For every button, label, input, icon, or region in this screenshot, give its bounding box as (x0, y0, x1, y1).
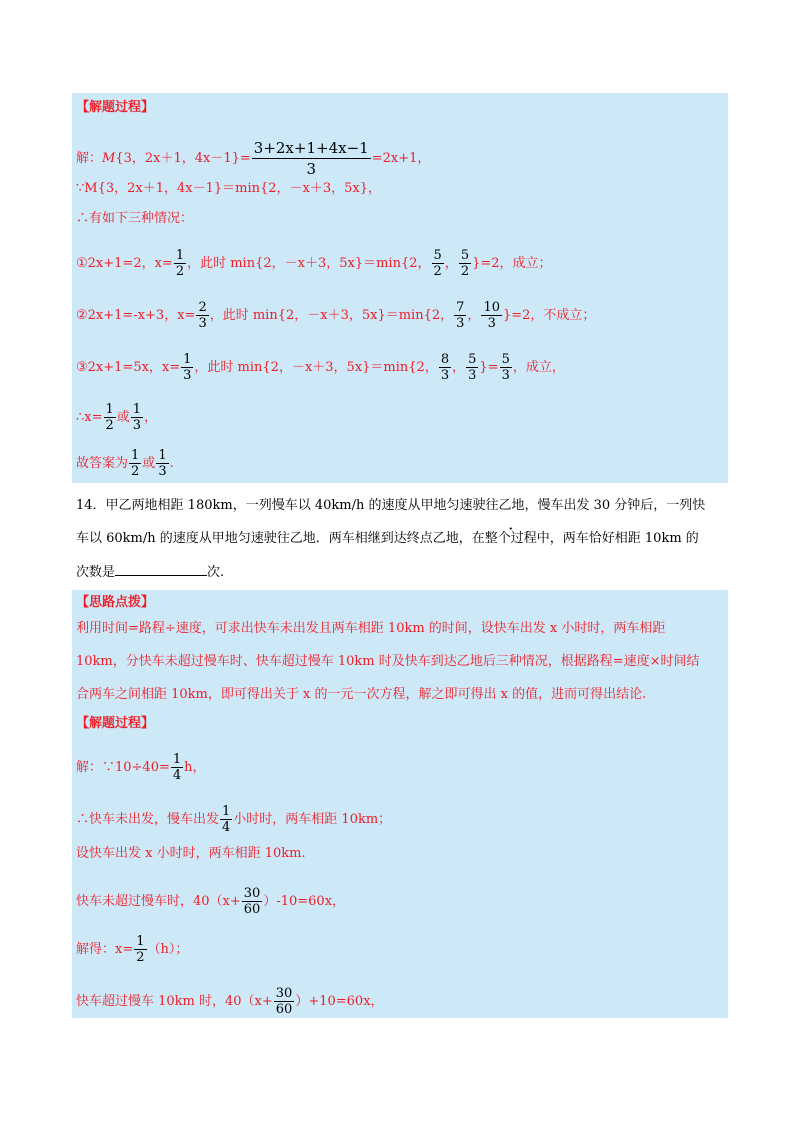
solution2-line-3: 设快车出发 x 小时时，两车相距 10km. (76, 846, 306, 861)
hint-line-3: 合两车之间相距 10km，即可得出关于 x 的一元一次方程，解之即可得出 x 的值，进而可得出结论. (76, 687, 647, 702)
solution2-line-4: 快车未超过慢车时，40（x+ $\frac{30}{60}$ ）-10=60x， (76, 886, 346, 917)
hint-line-1: 利用时间=路程÷速度，可求出快车未出发且两车相距 10km 的时间，设快车出发 x 小时时，两车相距 (76, 621, 666, 636)
solution-line-1: 解：M{3，2x＋1，4x－1}= $\frac{3+2x+1+4x-1}{3}$ =2x+1， (76, 139, 431, 178)
question-line-3: 次数是 次. (76, 565, 225, 580)
solution2-line-5: 解得：x= $\frac{1}{2}$ （h）； (76, 934, 189, 965)
solution2-line-2: ∴快车未出发，慢车出发 $\frac{1}{4}$ 小时时，两车相距 10km； (76, 804, 392, 835)
case-3: ③2x+1=5x，x= $\frac{1}{3}$ ，此时 min{2，－x＋3，5x}＝min{2， $\frac{8}{3}$ ， $\frac{5}{3}$ }= $\frac{5}{3}$ ，成立， (76, 352, 565, 383)
solution-header-1: 【解题过程】 (76, 100, 155, 115)
question-line-2: 车以 60km/h 的速度从甲地匀速驶往乙地．两车相继到达终点乙地，在整个过程中，两车恰好相距 10km 的 (76, 531, 699, 546)
solution2-line-6: 快车超过慢车 10km 时，40（x+ $\frac{30}{60}$ ）+10=60x， (76, 986, 384, 1017)
hint-header: 【思路点拨】 (76, 595, 155, 610)
solution-line-2: ∵M{3，2x＋1，4x－1}＝min{2，－x＋3，5x}， (76, 181, 382, 196)
answer-line: 故答案为 $\frac{1}{2}$ 或 $\frac{1}{3}$ . (76, 448, 174, 479)
answer-blank (115, 563, 207, 576)
question-line-1: 14．甲乙两地相距 180km，一列慢车以 40km/h 的速度从甲地匀速驶往乙地，慢车出发 30 分钟后，一列快 (76, 498, 706, 513)
emphasis-dots: 整个过程 (484, 531, 537, 546)
hint-line-2: 10km，分快车未超过慢车时、快车超过慢车 10km 时及快车到达乙地后三种情况，根据路程=速度×时间结 (76, 654, 700, 669)
solution-line-3: ∴有如下三种情况： (76, 211, 194, 226)
solution-header-2: 【解题过程】 (76, 716, 155, 731)
result-line: ∴x= $\frac{1}{2}$ 或 $\frac{1}{3}$ ， (76, 402, 158, 433)
case-1: ①2x+1=2，x= $\frac{1}{2}$ ，此时 min{2，－x＋3，5x}＝min{2， $\frac{5}{2}$ ， $\frac{5}{2}$ }=2，成立； (76, 248, 552, 279)
mean-fraction: $\frac{3+2x+1+4x-1}{3}$ (253, 139, 369, 178)
solution2-line-1: 解：∵10÷40= $\frac{1}{4}$ h， (76, 752, 206, 783)
case-2: ②2x+1=-x+3，x= $\frac{2}{3}$ ，此时 min{2，－x＋3，5x}＝min{2， $\frac{7}{3}$ ， $\frac{10}{3}$ }=2，不成立； (76, 300, 596, 331)
